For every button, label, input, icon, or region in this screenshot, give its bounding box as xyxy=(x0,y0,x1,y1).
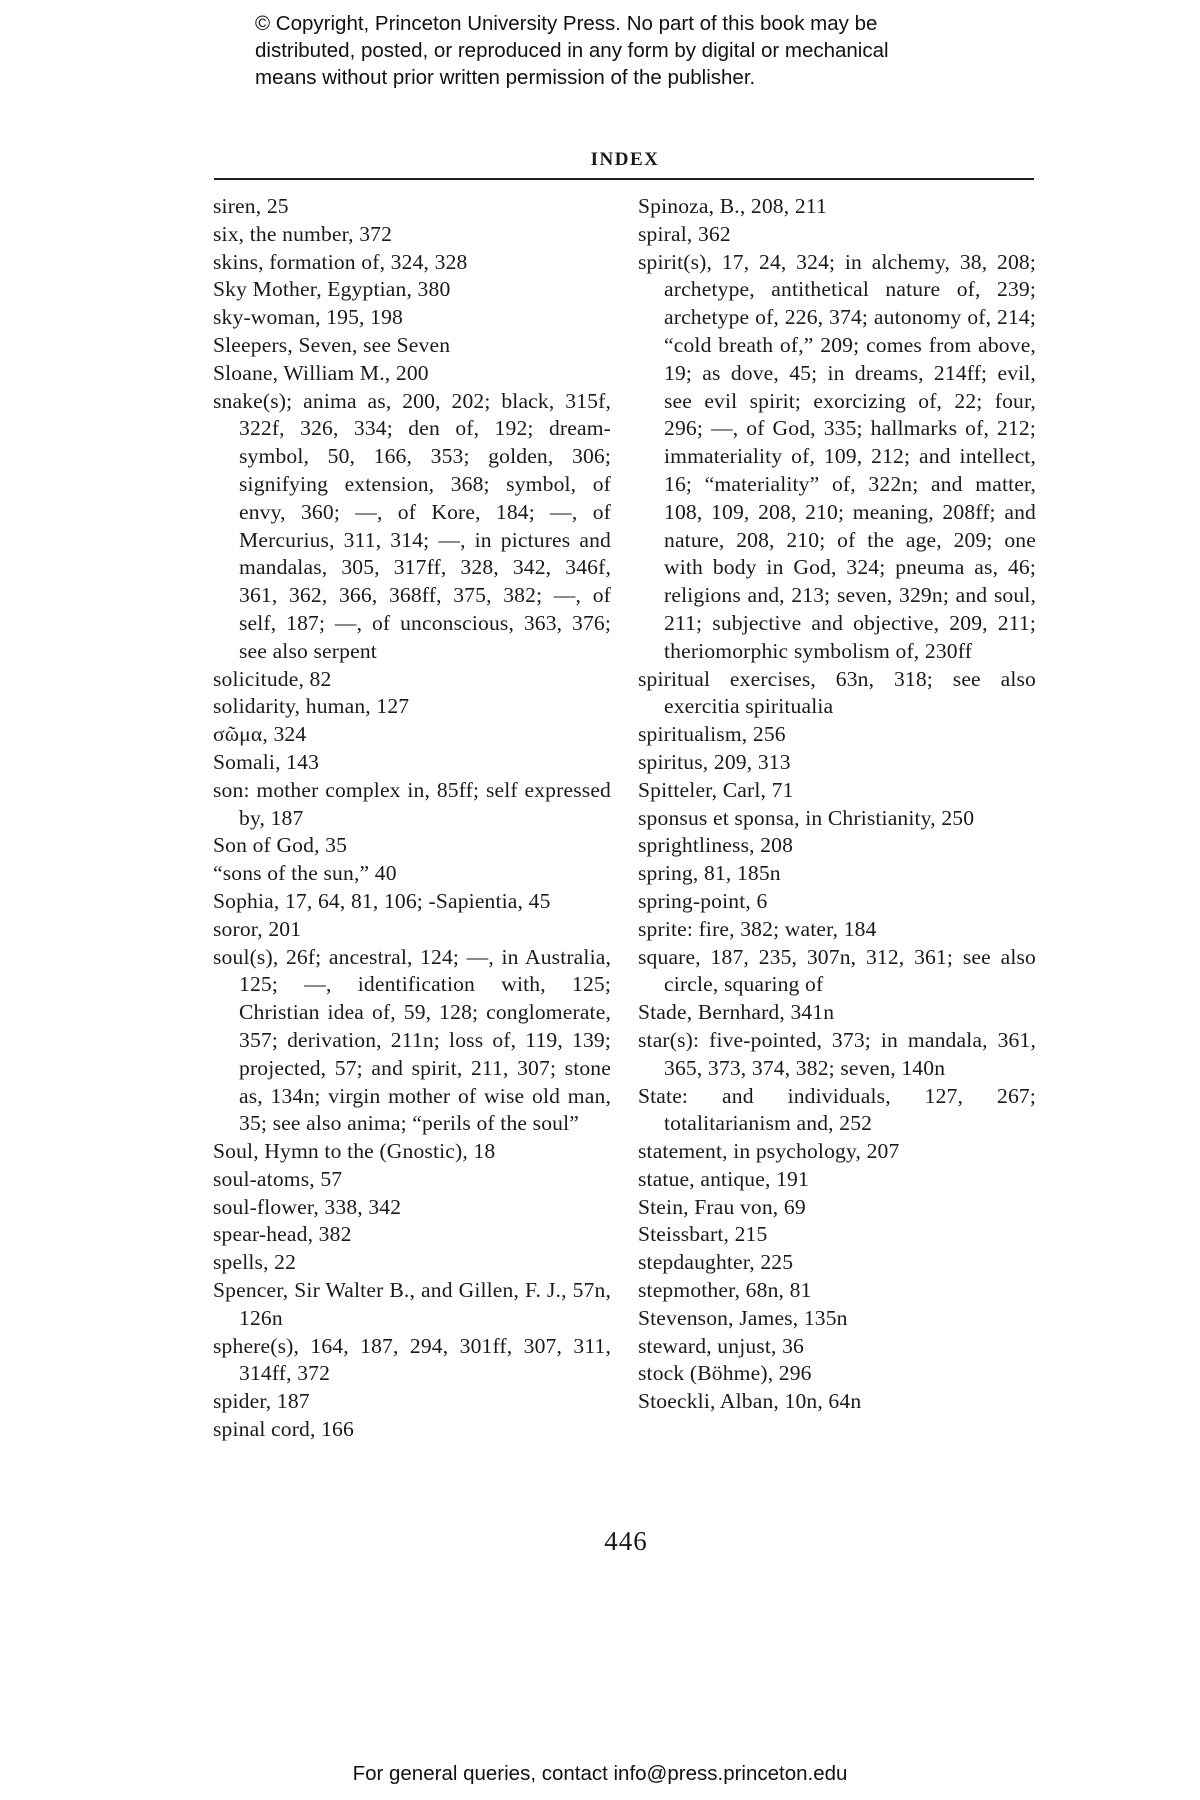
index-entry: spring-point, 6 xyxy=(638,888,768,913)
index-entry: star(s): five-pointed, 373; in mandala, 361, 365, 373, 374, 382; seven, 140n xyxy=(638,1027,1036,1080)
index-entry: solidarity, human, 127 xyxy=(213,694,410,719)
index-entry: stepdaughter, 225 xyxy=(638,1250,794,1275)
index-entry: six, the number, 372 xyxy=(213,221,393,246)
index-entry: sphere(s), 164, 187, 294, 301ff, 307, 311, 314ff, 372 xyxy=(213,1333,611,1386)
index-entry: sponsus et sponsa, in Christianity, 250 xyxy=(638,805,975,830)
index-entry: statue, antique, 191 xyxy=(638,1166,809,1191)
running-head: INDEX xyxy=(590,149,660,170)
index-entry: Somali, 143 xyxy=(213,749,320,774)
index-entry: Stoeckli, Alban, 10n, 64n xyxy=(638,1389,862,1414)
index-entry: steward, unjust, 36 xyxy=(638,1333,804,1358)
index-entry: spiritualism, 256 xyxy=(638,722,786,747)
index-entry: stock (Böhme), 296 xyxy=(638,1361,812,1386)
index-entry: State: and individuals, 127, 267; totalitarianism and, 252 xyxy=(638,1083,1036,1136)
index-entry: sprite: fire, 382; water, 184 xyxy=(638,916,877,941)
index-entry: Spinoza, B., 208, 211 xyxy=(638,194,827,218)
index-entry: Soul, Hymn to the (Gnostic), 18 xyxy=(213,1139,496,1164)
index-entry: spring, 81, 185n xyxy=(638,861,781,886)
index-entry: soror, 201 xyxy=(213,916,302,941)
copyright-notice xyxy=(255,10,1015,91)
copyright-line: distributed, posted, or reproduced in any form by digital or mechanical xyxy=(255,39,889,62)
footer-contact: For general queries, contact info@press.princeton.edu xyxy=(352,1762,848,1785)
index-entry: siren, 25 xyxy=(213,194,289,218)
index-entry: square, 187, 235, 307n, 312, 361; see also circle, squaring of xyxy=(638,944,1036,997)
index-entry: spiritual exercises, 63n, 318; see also exercitia spiritualia xyxy=(638,666,1036,719)
index-entry: spinal cord, 166 xyxy=(213,1417,354,1442)
index-entry: Stade, Bernhard, 341n xyxy=(638,1000,835,1025)
index-entry: Spencer, Sir Walter B., and Gillen, F. J., 57n, 126n xyxy=(213,1278,611,1330)
index-entry: spiritus, 209, 313 xyxy=(638,749,791,774)
index-entry: Sophia, 17, 64, 81, 106; -Sapientia, 45 xyxy=(213,888,551,913)
index-entry: Sky Mother, Egyptian, 380 xyxy=(213,277,451,302)
index-entry: son: mother complex in, 85ff; self expressed by, 187 xyxy=(213,777,611,830)
index-entry: Sloane, William M., 200 xyxy=(213,360,429,385)
index-entry: Steissbart, 215 xyxy=(638,1222,768,1247)
index-entry: σῶμα, 324 xyxy=(213,722,307,747)
index-entry: spiral, 362 xyxy=(638,221,731,246)
page-number: 446 xyxy=(604,1526,648,1556)
index-entry: “sons of the sun,” 40 xyxy=(213,861,397,886)
index-entry: Sleepers, Seven, see Seven xyxy=(213,332,451,357)
index-entry: spear-head, 382 xyxy=(213,1222,352,1247)
index-column-right xyxy=(638,193,1036,1416)
index-entry: soul-atoms, 57 xyxy=(213,1166,343,1191)
header-rule xyxy=(214,178,1034,180)
index-entry: snake(s); anima as, 200, 202; black, 315f, 322f, 326, 334; den of, 192; dream-symbol, 50, 166, 353; golden, 306; signifying extension, 368; symbol, of envy, 360; —, of Kore, 184; —, of Mercurius, 311, 314; —, in pictures and mandalas, 305, 317ff, 328, 342, 346f, 361, 362, 366, 368ff, 375, 382; —, of self, 187; —, of unconscious, 363, 376; see also serpent xyxy=(213,388,611,663)
index-entry: Stein, Frau von, 69 xyxy=(638,1194,806,1219)
index-entry: sprightliness, 208 xyxy=(638,833,794,858)
index-column-left xyxy=(213,193,611,1444)
index-entry: sky-woman, 195, 198 xyxy=(213,305,403,330)
index-entry: Son of God, 35 xyxy=(213,833,348,858)
copyright-line: means without prior written permission of the publisher. xyxy=(255,66,756,89)
copyright-line: © Copyright, Princeton University Press. No part of this book may be xyxy=(255,12,878,35)
index-entry: spider, 187 xyxy=(213,1389,310,1414)
index-entry: Spitteler, Carl, 71 xyxy=(638,777,794,802)
index-entry: soul(s), 26f; ancestral, 124; —, in Australia, 125; —, identification with, 125; Christian idea of, 59, 128; conglomerate, 357; derivation, 211n; loss of, 119, 139; projected, 57; and spirit, 211, 307; stone as, 134n; virgin mother of wise old man, 35; see also anima; “perils of the soul” xyxy=(213,944,611,1136)
index-entry: statement, in psychology, 207 xyxy=(638,1139,900,1164)
index-entry: spirit(s), 17, 24, 324; in alchemy, 38, 208; archetype, antithetical nature of, 239; archetype of, 226, 374; autonomy of, 214; “cold breath of,” 209; comes from above, 19; as dove, 45; in dreams, 214ff; evil, see evil spirit; exorcizing of, 22; four, 296; —, of God, 335; hallmarks of, 212; immateriality of, 109, 212; and intellect, 16; “materiality” of, 322n; and matter, 108, 109, 208, 210; meaning, 208ff; and nature, 208, 210; of the age, 209; one with body in God, 324; pneuma as, 46; religions and, 213; seven, 329n; and soul, 211; subjective and objective, 209, 211; theriomorphic symbolism of, 230ff xyxy=(638,249,1036,663)
index-entry: stepmother, 68n, 81 xyxy=(638,1278,812,1303)
index-entry: Stevenson, James, 135n xyxy=(638,1305,848,1330)
index-entry: solicitude, 82 xyxy=(213,666,332,691)
index-entry: soul-flower, 338, 342 xyxy=(213,1194,402,1219)
index-entry: skins, formation of, 324, 328 xyxy=(213,249,468,274)
index-entry: spells, 22 xyxy=(213,1250,297,1275)
